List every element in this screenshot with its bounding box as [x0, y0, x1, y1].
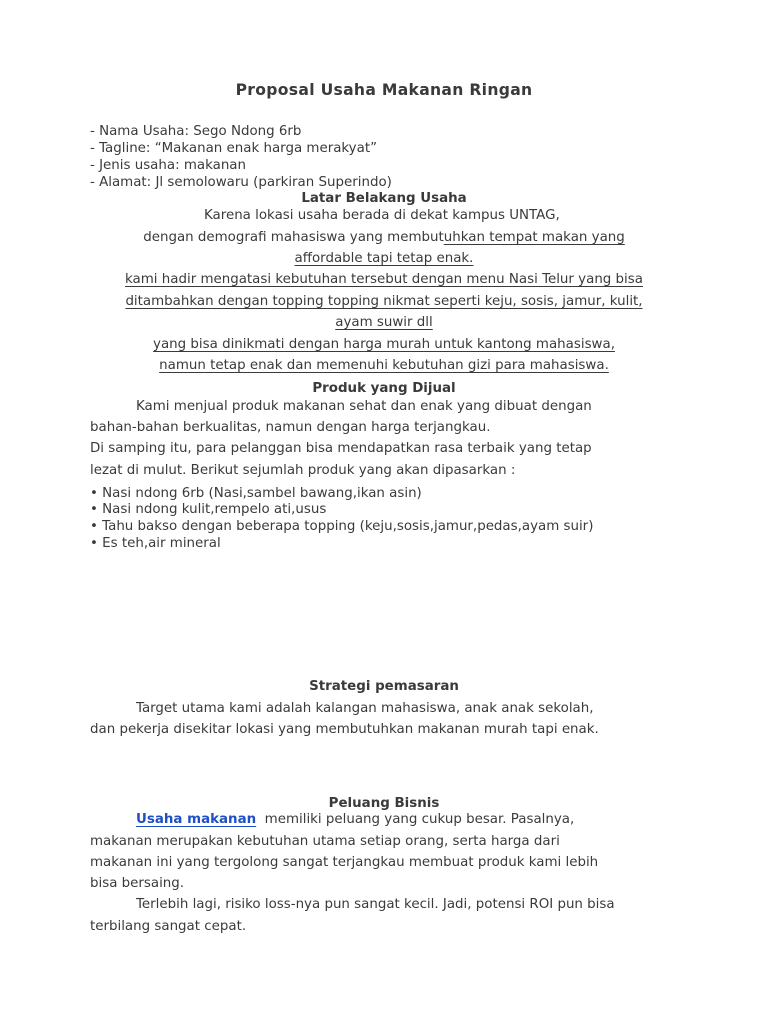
usaha-makanan-link[interactable]: Usaha makanan — [136, 812, 257, 827]
info-nama-usaha: - Nama Usaha: Sego Ndong 6rb — [90, 124, 302, 139]
heading-strategi: Strategi pemasaran — [309, 679, 459, 694]
product-list-item: • Es teh,air mineral — [90, 536, 221, 551]
peluang-line-1 — [136, 812, 574, 828]
page-title: Proposal Usaha Makanan Ringan — [235, 81, 533, 99]
latar-line-7: yang bisa dinikmati dengan harga murah untuk kantong mahasiswa, — [153, 337, 615, 352]
latar-line-8: namun tetap enak dan memenuhi kebutuhan gizi para mahasiswa. — [159, 358, 609, 373]
latar-line-2-plain: dengan demografi mahasiswa yang membut — [143, 230, 444, 245]
strategi-line-1: Target utama kami adalah kalangan mahasiswa, anak anak sekolah, — [136, 701, 594, 716]
latar-line-5: ditambahkan dengan topping topping nikmat seperti keju, sosis, jamur, kulit, — [125, 294, 643, 309]
heading-produk: Produk yang Dijual — [312, 381, 456, 396]
peluang-line-1-rest: memiliki peluang yang cukup besar. Pasalnya, — [264, 812, 575, 827]
latar-line-6: ayam suwir dll — [335, 315, 433, 330]
strategi-line-2: dan pekerja disekitar lokasi yang membutuhkan makanan murah tapi enak. — [90, 722, 599, 737]
latar-line-2-underlined: uhkan tempat makan yang — [443, 230, 625, 245]
peluang-line-3: makanan ini yang tergolong sangat terjangkau membuat produk kami lebih — [90, 855, 599, 870]
product-list-item: • Tahu bakso dengan beberapa topping (keju,sosis,jamur,pedas,ayam suir) — [90, 519, 594, 534]
info-alamat: - Alamat: Jl semolowaru (parkiran Superindo) — [90, 175, 392, 190]
produk-line-2: bahan-bahan berkualitas, namun dengan harga terjangkau. — [90, 420, 491, 435]
info-jenis-usaha: - Jenis usaha: makanan — [90, 158, 246, 173]
info-tagline: - Tagline: “Makanan enak harga merakyat” — [90, 141, 378, 156]
produk-line-4: lezat di mulut. Berikut sejumlah produk yang akan dipasarkan : — [90, 463, 516, 478]
peluang-line-6: terbilang sangat cepat. — [90, 919, 247, 934]
latar-line-1: Karena lokasi usaha berada di dekat kampus UNTAG, — [204, 208, 560, 223]
product-list-item: • Nasi ndong kulit,rempelo ati,usus — [90, 502, 327, 517]
peluang-line-2: makanan merupakan kebutuhan utama setiap orang, serta harga dari — [90, 834, 560, 849]
peluang-line-5: Terlebih lagi, risiko loss-nya pun sangat kecil. Jadi, potensi ROI pun bisa — [136, 897, 615, 912]
produk-line-1: Kami menjual produk makanan sehat dan enak yang dibuat dengan — [136, 399, 592, 414]
latar-line-3: affordable tapi tetap enak. — [294, 251, 474, 266]
produk-line-3: Di samping itu, para pelanggan bisa mendapatkan rasa terbaik yang tetap — [90, 441, 592, 456]
latar-line-2 — [0, 230, 768, 246]
product-list-item: • Nasi ndong 6rb (Nasi,sambel bawang,ikan asin) — [90, 486, 422, 501]
peluang-line-4: bisa bersaing. — [90, 876, 185, 891]
latar-line-4: kami hadir mengatasi kebutuhan tersebut dengan menu Nasi Telur yang bisa — [125, 272, 643, 287]
heading-peluang: Peluang Bisnis — [328, 796, 440, 811]
heading-latar-belakang: Latar Belakang Usaha — [301, 191, 467, 206]
